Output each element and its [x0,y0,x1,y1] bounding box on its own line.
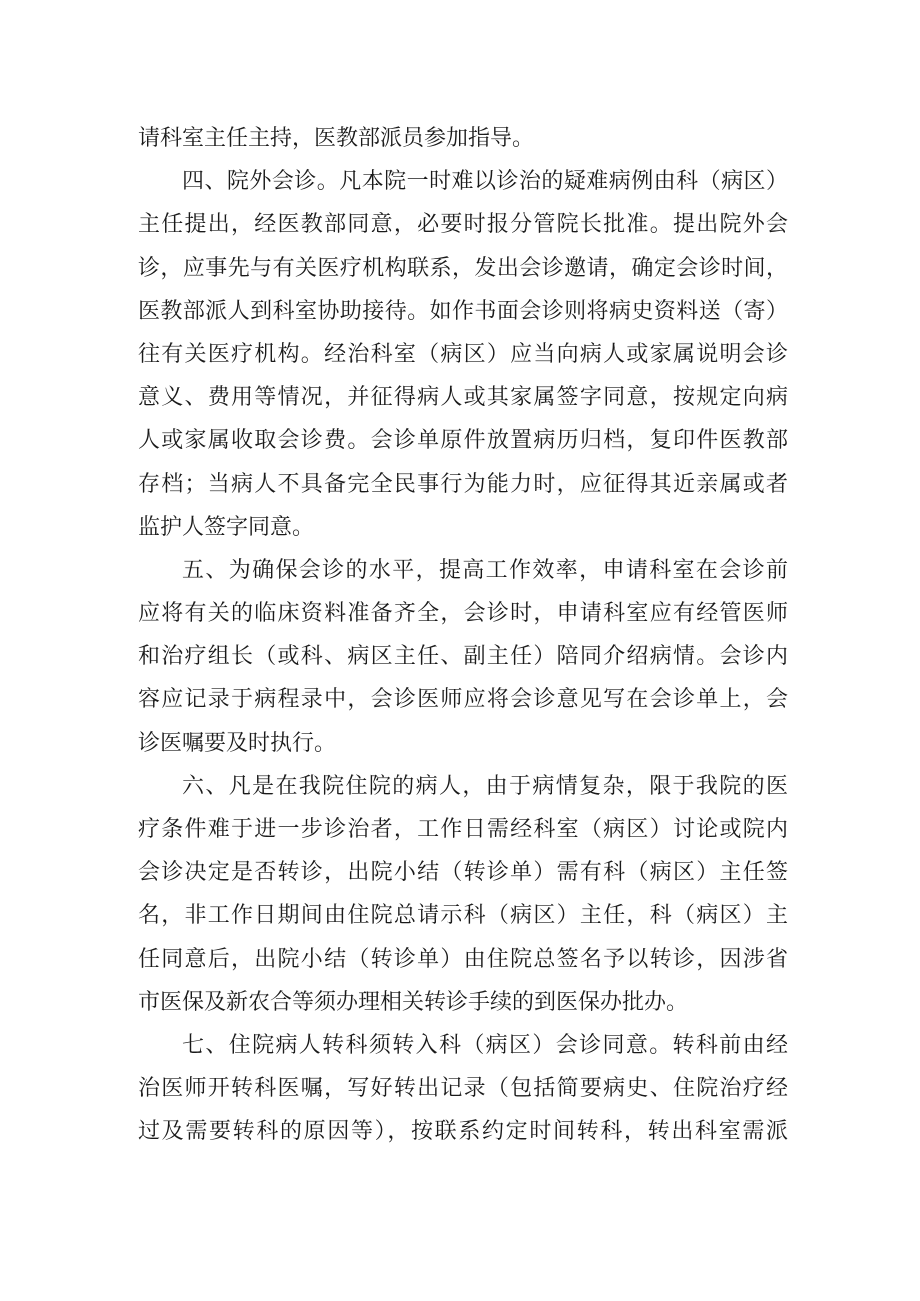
text-line: 诊医嘱要及时执行。 [138,730,337,756]
text-line: 会诊决定是否转诊，出院小结（转诊单）需有科（病区）主任签 [138,860,788,886]
document-body [138,117,788,1154]
text-line: 存档；当病人不具备完全民事行为能力时，应征得其近亲属或者 [138,471,788,497]
paragraph-p7 [138,1024,788,1154]
text-line: 疗条件难于进一步诊治者，工作日需经科室（病区）讨论或院内 [138,817,788,842]
text-line: 七、住院病人转科须转入科（病区）会诊同意。转科前由经 [182,1032,788,1058]
text-line: 六、凡是在我院住院的病人，由于病情复杂，限于我院的医 [182,773,788,799]
text-line: 主任提出，经医教部同意，必要时报分管院长批准。提出院外会 [138,212,788,238]
text-line: 治医师开转科医嘱，写好转出记录（包括简要病史、住院治疗经 [138,1076,788,1102]
text-line: 和治疗组长（或科、病区主任、副主任）陪同介绍病情。会诊内 [138,644,788,670]
text-line: 诊，应事先与有关医疗机构联系，发出会诊邀请，确定会诊时间， [138,255,788,281]
text-line: 名，非工作日期间由住院总请示科（病区）主任，科（病区）主 [138,903,788,929]
text-line: 应将有关的临床资料准备齐全，会诊时，申请科室应有经管医师 [138,601,788,627]
text-line: 监护人签字同意。 [138,514,315,540]
text-line: 医教部派人到科室协助接待。如作书面会诊则将病史资料送（寄） [138,298,788,324]
paragraph-p6 [138,765,788,1024]
text-line: 五、为确保会诊的水平，提高工作效率，申请科室在会诊前 [182,557,788,583]
text-line: 过及需要转科的原因等），按联系约定时间转科，转出科室需派 [138,1119,788,1145]
paragraph-p3-tail [138,117,788,160]
text-line: 意义、费用等情况，并征得病人或其家属签字同意，按规定向病 [138,385,788,411]
text-line: 往有关医疗机构。经治科室（病区）应当向病人或家属说明会诊 [138,341,788,367]
text-line: 市医保及新农合等须办理相关转诊手续的到医保办批办。 [138,989,689,1015]
paragraph-p5 [138,549,788,765]
text-line: 请科室主任主持，医教部派员参加指导。 [138,126,535,151]
text-line: 人或家属收取会诊费。会诊单原件放置病历归档，复印件医教部 [138,428,788,454]
text-line: 四、院外会诊。凡本院一时难以诊治的疑难病例由科（病区） [182,169,788,195]
text-line: 容应记录于病程录中，会诊医师应将会诊意见写在会诊单上，会 [138,687,788,713]
text-line: 任同意后，出院小结（转诊单）由住院总签名予以转诊，因涉省 [138,946,788,972]
paragraph-p4 [138,160,788,549]
